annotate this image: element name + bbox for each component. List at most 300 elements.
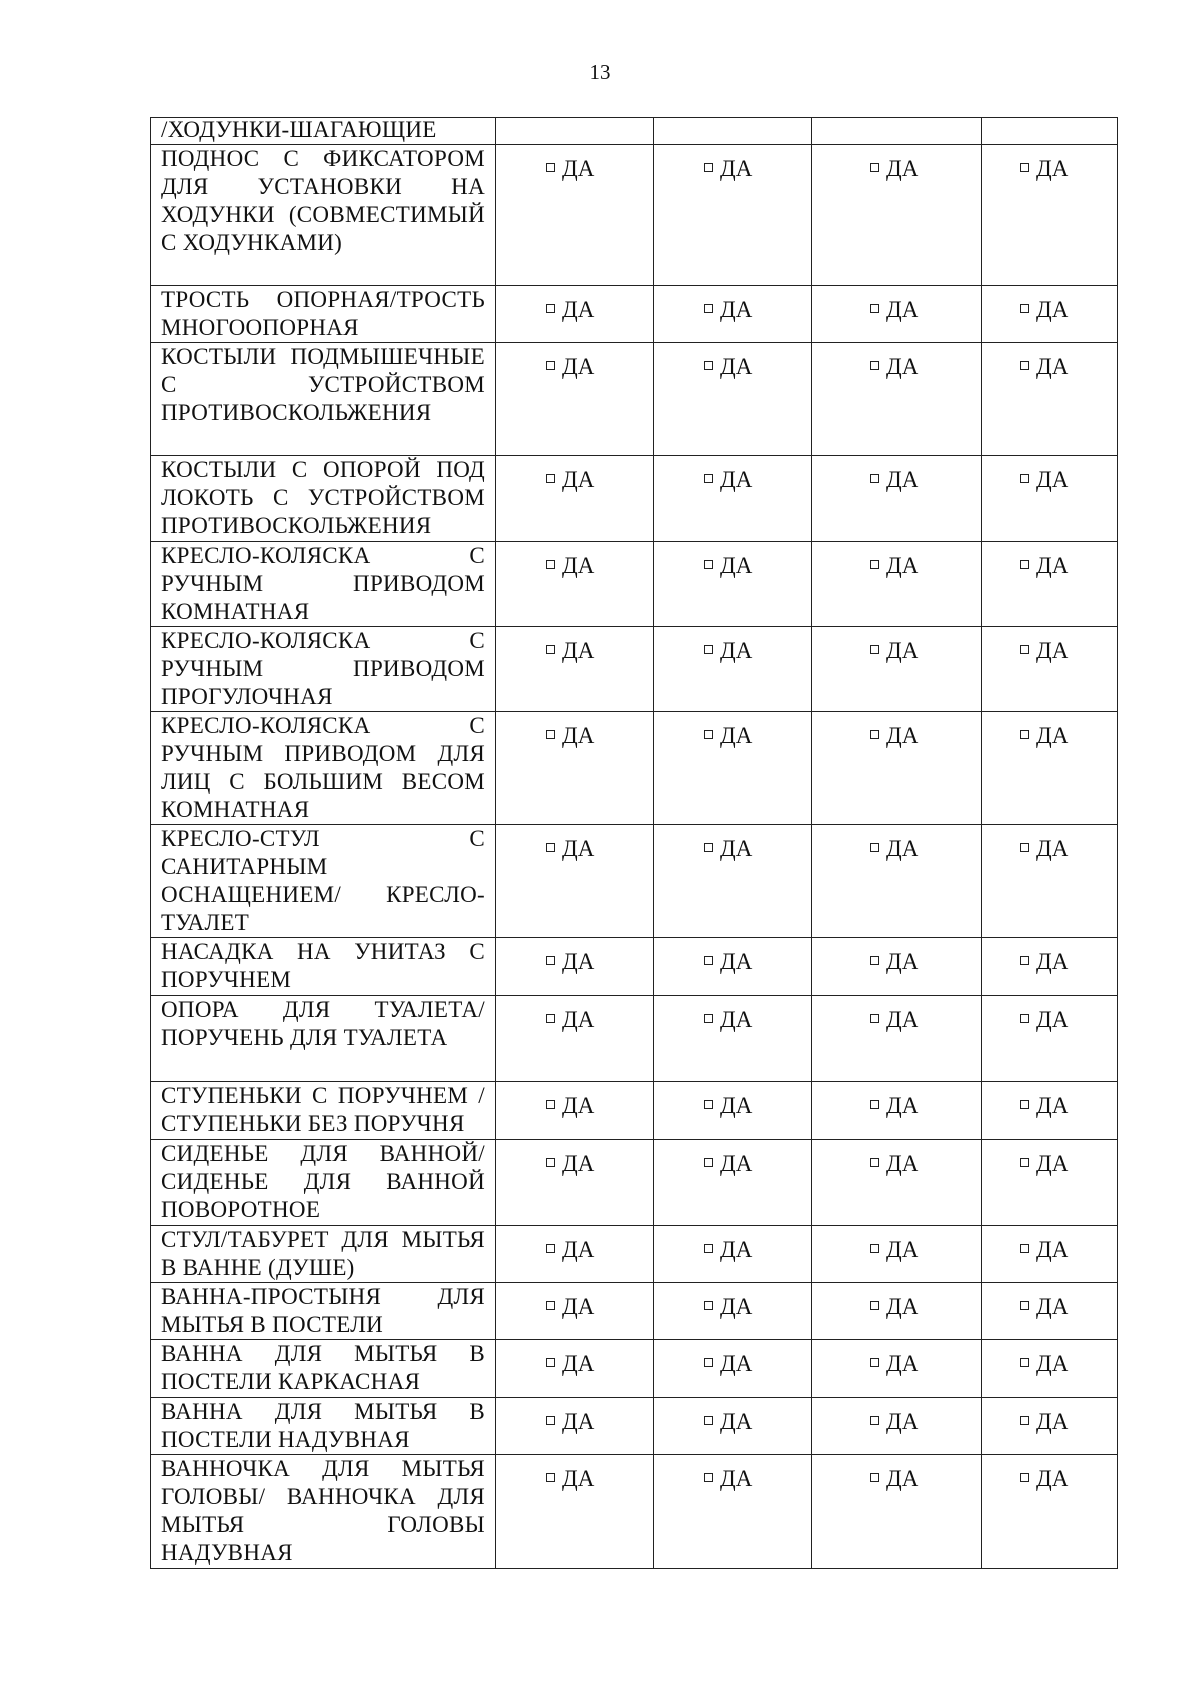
option-cell <box>982 1398 1118 1455</box>
yes-option[interactable] <box>812 456 981 494</box>
yes-option[interactable] <box>812 1455 981 1493</box>
option-cell <box>496 1455 654 1569</box>
row-name-cell <box>151 1340 496 1398</box>
yes-option[interactable] <box>496 627 653 665</box>
option-cell <box>812 1340 982 1398</box>
yes-option[interactable] <box>982 1398 1117 1436</box>
yes-option[interactable] <box>982 1283 1117 1321</box>
yes-option[interactable] <box>982 627 1117 665</box>
table-row <box>151 1398 1118 1455</box>
checkbox-icon[interactable] <box>870 843 879 852</box>
option-cell <box>982 542 1118 627</box>
yes-option[interactable] <box>982 938 1117 976</box>
option-cell <box>812 1226 982 1283</box>
checkbox-icon[interactable] <box>870 361 879 370</box>
checkbox-icon[interactable] <box>704 304 713 313</box>
yes-label: ДА <box>720 297 753 322</box>
row-name: ВАННА-ПРОСТЫНЯ ДЛЯ МЫТЬЯ В ПОСТЕЛИ <box>161 1284 485 1337</box>
yes-option[interactable] <box>812 996 981 1034</box>
checkbox-icon[interactable] <box>704 1358 713 1367</box>
yes-option[interactable] <box>496 343 653 381</box>
option-cell <box>982 712 1118 825</box>
row-name: НАСАДКА НА УНИТАЗ С ПОРУЧНЕМ <box>161 939 485 992</box>
row-name: КРЕСЛО-КОЛЯСКА С РУЧНЫМ ПРИВОДОМ КОМНАТНАЯ <box>161 543 485 624</box>
empty-cell <box>654 118 812 145</box>
row-name-cell <box>151 1082 496 1140</box>
yes-label: ДА <box>886 1151 919 1176</box>
checkbox-icon[interactable] <box>1020 956 1029 965</box>
checkbox-icon[interactable] <box>1020 1100 1029 1109</box>
table-row <box>151 627 1118 712</box>
yes-label: ДА <box>886 354 919 379</box>
option-cell <box>812 456 982 542</box>
yes-label: ДА <box>720 638 753 663</box>
yes-label: ДА <box>720 949 753 974</box>
yes-label: ДА <box>886 949 919 974</box>
yes-label: ДА <box>562 1466 595 1491</box>
option-cell <box>654 1226 812 1283</box>
option-cell <box>496 1283 654 1340</box>
yes-label: ДА <box>1036 1409 1069 1434</box>
yes-option[interactable] <box>654 1283 811 1321</box>
yes-option[interactable] <box>982 825 1117 863</box>
yes-option[interactable] <box>982 456 1117 494</box>
option-cell <box>654 627 812 712</box>
option-cell <box>982 1340 1118 1398</box>
yes-label: ДА <box>886 1466 919 1491</box>
checkbox-icon[interactable] <box>870 1100 879 1109</box>
yes-label: ДА <box>562 1237 595 1262</box>
yes-option[interactable] <box>654 1140 811 1178</box>
checkbox-icon[interactable] <box>1020 474 1029 483</box>
yes-label: ДА <box>1036 1237 1069 1262</box>
option-cell <box>982 1140 1118 1226</box>
option-cell <box>982 1082 1118 1140</box>
row-name-cell <box>151 1398 496 1455</box>
option-cell <box>654 712 812 825</box>
yes-label: ДА <box>562 1409 595 1434</box>
row-name-cell <box>151 118 496 145</box>
option-cell <box>654 456 812 542</box>
yes-option[interactable] <box>496 938 653 976</box>
yes-label: ДА <box>1036 297 1069 322</box>
option-cell <box>496 1082 654 1140</box>
yes-label: ДА <box>562 723 595 748</box>
row-name: ВАННА ДЛЯ МЫТЬЯ В ПОСТЕЛИ НАДУВНАЯ <box>161 1399 485 1452</box>
yes-option[interactable] <box>654 996 811 1034</box>
yes-label: ДА <box>720 1237 753 1262</box>
empty-cell <box>496 118 654 145</box>
option-cell <box>654 542 812 627</box>
option-cell <box>812 145 982 286</box>
option-cell <box>496 286 654 343</box>
yes-label: ДА <box>720 1294 753 1319</box>
checkbox-icon[interactable] <box>870 1473 879 1482</box>
yes-label: ДА <box>886 1294 919 1319</box>
yes-label: ДА <box>886 836 919 861</box>
yes-option[interactable] <box>654 286 811 324</box>
yes-label: ДА <box>886 1007 919 1032</box>
yes-option[interactable] <box>812 1082 981 1120</box>
checkbox-icon[interactable] <box>704 730 713 739</box>
yes-option[interactable] <box>654 712 811 750</box>
checkbox-icon[interactable] <box>704 843 713 852</box>
table-row <box>151 825 1118 938</box>
row-name: КОСТЫЛИ С ОПОРОЙ ПОД ЛОКОТЬ С УСТРОЙСТВОМ ПРОТИВОСКОЛЬЖЕНИЯ <box>161 457 485 538</box>
checkbox-icon[interactable] <box>1020 361 1029 370</box>
table-row-continuation <box>151 118 1118 145</box>
yes-label: ДА <box>562 1351 595 1376</box>
option-cell <box>496 627 654 712</box>
option-cell <box>654 343 812 456</box>
checkbox-icon[interactable] <box>870 1158 879 1167</box>
yes-option[interactable] <box>812 286 981 324</box>
yes-option[interactable] <box>654 825 811 863</box>
yes-option[interactable] <box>812 938 981 976</box>
yes-option[interactable] <box>496 456 653 494</box>
yes-label: ДА <box>720 156 753 181</box>
row-name-cell <box>151 145 496 286</box>
yes-label: ДА <box>562 467 595 492</box>
checkbox-icon[interactable] <box>546 1244 555 1253</box>
option-cell <box>654 1398 812 1455</box>
checkbox-icon[interactable] <box>870 1358 879 1367</box>
yes-option[interactable] <box>654 456 811 494</box>
yes-option[interactable] <box>654 343 811 381</box>
option-cell <box>496 145 654 286</box>
checkbox-icon[interactable] <box>1020 1358 1029 1367</box>
row-name-cell <box>151 343 496 456</box>
row-name-cell <box>151 1455 496 1569</box>
row-name: СИДЕНЬЕ ДЛЯ ВАННОЙ/СИДЕНЬЕ ДЛЯ ВАННОЙ ПОВОРОТНОЕ <box>161 1141 485 1222</box>
yes-option[interactable] <box>496 542 653 580</box>
yes-option[interactable] <box>496 1226 653 1264</box>
checkbox-icon[interactable] <box>546 645 555 654</box>
checkbox-icon[interactable] <box>546 1014 555 1023</box>
option-cell <box>982 1283 1118 1340</box>
empty-cell <box>812 118 982 145</box>
yes-option[interactable] <box>812 1340 981 1378</box>
checkbox-icon[interactable] <box>870 956 879 965</box>
checkbox-icon[interactable] <box>704 1100 713 1109</box>
equipment-table <box>150 117 1118 1569</box>
yes-option[interactable] <box>496 825 653 863</box>
option-cell <box>654 1283 812 1340</box>
option-cell <box>496 1340 654 1398</box>
yes-option[interactable] <box>496 1398 653 1436</box>
yes-option[interactable] <box>654 1398 811 1436</box>
table-row <box>151 1340 1118 1398</box>
option-cell <box>982 825 1118 938</box>
row-name-cell <box>151 712 496 825</box>
yes-option[interactable] <box>982 712 1117 750</box>
checkbox-icon[interactable] <box>546 1358 555 1367</box>
yes-option[interactable] <box>654 938 811 976</box>
checkbox-icon[interactable] <box>704 1301 713 1310</box>
checkbox-icon[interactable] <box>1020 1473 1029 1482</box>
row-name: КРЕСЛО-СТУЛ С САНИТАРНЫМ ОСНАЩЕНИЕМ/ КРЕСЛО-ТУАЛЕТ <box>161 826 485 935</box>
option-cell <box>654 996 812 1082</box>
yes-label: ДА <box>720 1409 753 1434</box>
option-cell <box>812 343 982 456</box>
table-row <box>151 456 1118 542</box>
yes-option[interactable] <box>982 1226 1117 1264</box>
checkbox-icon[interactable] <box>870 474 879 483</box>
table-row <box>151 1283 1118 1340</box>
page-number: 13 <box>589 60 611 84</box>
yes-option[interactable] <box>496 712 653 750</box>
row-name-cell <box>151 1283 496 1340</box>
yes-label: ДА <box>886 297 919 322</box>
table-row <box>151 1226 1118 1283</box>
checkbox-icon[interactable] <box>870 645 879 654</box>
checkbox-icon[interactable] <box>870 163 879 172</box>
checkbox-icon[interactable] <box>546 1416 555 1425</box>
checkbox-icon[interactable] <box>546 361 555 370</box>
checkbox-icon[interactable] <box>546 560 555 569</box>
row-name: ВАННА ДЛЯ МЫТЬЯ В ПОСТЕЛИ КАРКАСНАЯ <box>161 1341 485 1394</box>
yes-label: ДА <box>1036 836 1069 861</box>
yes-label: ДА <box>720 1007 753 1032</box>
checkbox-icon[interactable] <box>704 1158 713 1167</box>
option-cell <box>654 825 812 938</box>
checkbox-icon[interactable] <box>704 1416 713 1425</box>
yes-option[interactable] <box>812 712 981 750</box>
yes-option[interactable] <box>496 996 653 1034</box>
checkbox-icon[interactable] <box>546 1301 555 1310</box>
yes-label: ДА <box>562 949 595 974</box>
row-name-cell <box>151 542 496 627</box>
yes-option[interactable] <box>496 286 653 324</box>
yes-label: ДА <box>1036 467 1069 492</box>
yes-option[interactable] <box>812 1283 981 1321</box>
yes-label: ДА <box>562 638 595 663</box>
yes-option[interactable] <box>812 1226 981 1264</box>
option-cell <box>982 456 1118 542</box>
checkbox-icon[interactable] <box>870 1301 879 1310</box>
yes-option[interactable] <box>982 343 1117 381</box>
table-row <box>151 938 1118 996</box>
yes-option[interactable] <box>496 1340 653 1378</box>
yes-option[interactable] <box>812 343 981 381</box>
table-row <box>151 145 1118 286</box>
row-name-cell <box>151 1140 496 1226</box>
checkbox-icon[interactable] <box>870 1416 879 1425</box>
row-name: ПОДНОС С ФИКСАТОРОМ ДЛЯ УСТАНОВКИ НА ХОДУНКИ (СОВМЕСТИМЫЙ С ХОДУНКАМИ) <box>161 146 485 255</box>
yes-label: ДА <box>1036 1093 1069 1118</box>
yes-option[interactable] <box>654 145 811 183</box>
table-row <box>151 343 1118 456</box>
checkbox-icon[interactable] <box>1020 1014 1029 1023</box>
option-cell <box>654 1140 812 1226</box>
yes-option[interactable] <box>654 1455 811 1493</box>
option-cell <box>982 627 1118 712</box>
yes-label: ДА <box>720 723 753 748</box>
yes-label: ДА <box>1036 1351 1069 1376</box>
yes-option[interactable] <box>496 1140 653 1178</box>
checkbox-icon[interactable] <box>870 1014 879 1023</box>
yes-option[interactable] <box>812 627 981 665</box>
option-cell <box>496 343 654 456</box>
yes-option[interactable] <box>982 145 1117 183</box>
checkbox-icon[interactable] <box>704 1014 713 1023</box>
checkbox-icon[interactable] <box>1020 1158 1029 1167</box>
checkbox-icon[interactable] <box>546 474 555 483</box>
yes-option[interactable] <box>982 1455 1117 1493</box>
checkbox-icon[interactable] <box>704 474 713 483</box>
checkbox-icon[interactable] <box>546 1158 555 1167</box>
checkbox-icon[interactable] <box>1020 304 1029 313</box>
yes-option[interactable] <box>496 1082 653 1120</box>
option-cell <box>654 145 812 286</box>
yes-option[interactable] <box>982 286 1117 324</box>
yes-option[interactable] <box>982 1082 1117 1120</box>
yes-label: ДА <box>886 1093 919 1118</box>
yes-option[interactable] <box>982 996 1117 1034</box>
option-cell <box>496 1398 654 1455</box>
checkbox-icon[interactable] <box>546 1100 555 1109</box>
checkbox-icon[interactable] <box>546 843 555 852</box>
option-cell <box>496 938 654 996</box>
option-cell <box>812 1398 982 1455</box>
checkbox-icon[interactable] <box>704 956 713 965</box>
yes-option[interactable] <box>812 1398 981 1436</box>
checkbox-icon[interactable] <box>704 1473 713 1482</box>
option-cell <box>496 456 654 542</box>
option-cell <box>496 825 654 938</box>
yes-option[interactable] <box>982 542 1117 580</box>
row-name: ТРОСТЬ ОПОРНАЯ/ТРОСТЬ МНОГООПОРНАЯ <box>161 287 485 340</box>
option-cell <box>982 343 1118 456</box>
row-name: КРЕСЛО-КОЛЯСКА С РУЧНЫМ ПРИВОДОМ ДЛЯ ЛИЦ С БОЛЬШИМ ВЕСОМ КОМНАТНАЯ <box>161 713 485 822</box>
yes-label: ДА <box>1036 638 1069 663</box>
checkbox-icon[interactable] <box>1020 645 1029 654</box>
checkbox-icon[interactable] <box>704 1244 713 1253</box>
yes-option[interactable] <box>812 145 981 183</box>
row-name-cell <box>151 286 496 343</box>
option-cell <box>982 286 1118 343</box>
option-cell <box>812 825 982 938</box>
yes-label: ДА <box>886 1351 919 1376</box>
yes-label: ДА <box>562 156 595 181</box>
option-cell <box>654 938 812 996</box>
yes-label: ДА <box>562 297 595 322</box>
yes-option[interactable] <box>812 825 981 863</box>
checkbox-icon[interactable] <box>546 730 555 739</box>
row-name: СТУЛ/ТАБУРЕТ ДЛЯ МЫТЬЯ В ВАННЕ (ДУШЕ) <box>161 1227 485 1280</box>
yes-label: ДА <box>720 1093 753 1118</box>
yes-label: ДА <box>562 1294 595 1319</box>
option-cell <box>496 996 654 1082</box>
checkbox-icon[interactable] <box>1020 730 1029 739</box>
option-cell <box>654 1455 812 1569</box>
option-cell <box>982 1455 1118 1569</box>
yes-label: ДА <box>720 553 753 578</box>
yes-label: ДА <box>886 553 919 578</box>
yes-label: ДА <box>886 467 919 492</box>
yes-option[interactable] <box>654 1082 811 1120</box>
checkbox-icon[interactable] <box>1020 1244 1029 1253</box>
yes-label: ДА <box>562 1151 595 1176</box>
checkbox-icon[interactable] <box>870 560 879 569</box>
yes-label: ДА <box>1036 949 1069 974</box>
option-cell <box>812 1140 982 1226</box>
option-cell <box>982 1226 1118 1283</box>
yes-label: ДА <box>886 156 919 181</box>
yes-label: ДА <box>720 467 753 492</box>
option-cell <box>812 1082 982 1140</box>
row-name-cell <box>151 1226 496 1283</box>
option-cell <box>654 1082 812 1140</box>
yes-option[interactable] <box>654 627 811 665</box>
checkbox-icon[interactable] <box>1020 1301 1029 1310</box>
yes-label: ДА <box>720 354 753 379</box>
yes-option[interactable] <box>982 1340 1117 1378</box>
yes-label: ДА <box>720 1351 753 1376</box>
yes-label: ДА <box>1036 1007 1069 1032</box>
yes-option[interactable] <box>654 1226 811 1264</box>
yes-option[interactable] <box>812 1140 981 1178</box>
checkbox-icon[interactable] <box>704 163 713 172</box>
checkbox-icon[interactable] <box>546 304 555 313</box>
yes-option[interactable] <box>654 542 811 580</box>
row-name: СТУПЕНЬКИ С ПОРУЧНЕМ /СТУПЕНЬКИ БЕЗ ПОРУЧНЯ <box>161 1083 485 1136</box>
yes-option[interactable] <box>654 1340 811 1378</box>
option-cell <box>496 542 654 627</box>
checkbox-icon[interactable] <box>870 304 879 313</box>
row-name-cell <box>151 627 496 712</box>
empty-cell <box>982 118 1118 145</box>
checkbox-icon[interactable] <box>870 730 879 739</box>
yes-label: ДА <box>1036 723 1069 748</box>
yes-label: ДА <box>562 553 595 578</box>
checkbox-icon[interactable] <box>704 645 713 654</box>
checkbox-icon[interactable] <box>1020 1416 1029 1425</box>
yes-option[interactable] <box>812 542 981 580</box>
yes-label: ДА <box>720 836 753 861</box>
checkbox-icon[interactable] <box>1020 560 1029 569</box>
table-row <box>151 712 1118 825</box>
yes-label: ДА <box>886 638 919 663</box>
yes-option[interactable] <box>496 1455 653 1493</box>
table-row <box>151 996 1118 1082</box>
checkbox-icon[interactable] <box>704 361 713 370</box>
checkbox-icon[interactable] <box>870 1244 879 1253</box>
table-row <box>151 286 1118 343</box>
option-cell <box>812 938 982 996</box>
row-name: ВАННОЧКА ДЛЯ МЫТЬЯ ГОЛОВЫ/ ВАННОЧКА ДЛЯ МЫТЬЯ ГОЛОВЫ НАДУВНАЯ <box>161 1456 485 1565</box>
checkbox-icon[interactable] <box>546 163 555 172</box>
yes-label: ДА <box>886 1237 919 1262</box>
yes-option[interactable] <box>982 1140 1117 1178</box>
checkbox-icon[interactable] <box>1020 843 1029 852</box>
checkbox-icon[interactable] <box>704 560 713 569</box>
checkbox-icon[interactable] <box>546 956 555 965</box>
checkbox-icon[interactable] <box>546 1473 555 1482</box>
row-name: /ХОДУНКИ-ШАГАЮЩИЕ <box>161 117 437 142</box>
option-cell <box>982 145 1118 286</box>
checkbox-icon[interactable] <box>1020 163 1029 172</box>
option-cell <box>812 996 982 1082</box>
row-name: КОСТЫЛИ ПОДМЫШЕЧНЫЕ С УСТРОЙСТВОМ ПРОТИВОСКОЛЬЖЕНИЯ <box>161 344 485 425</box>
yes-label: ДА <box>562 354 595 379</box>
yes-label: ДА <box>1036 1466 1069 1491</box>
option-cell <box>654 1340 812 1398</box>
option-cell <box>812 712 982 825</box>
yes-option[interactable] <box>496 1283 653 1321</box>
yes-option[interactable] <box>496 145 653 183</box>
table-row <box>151 1455 1118 1569</box>
